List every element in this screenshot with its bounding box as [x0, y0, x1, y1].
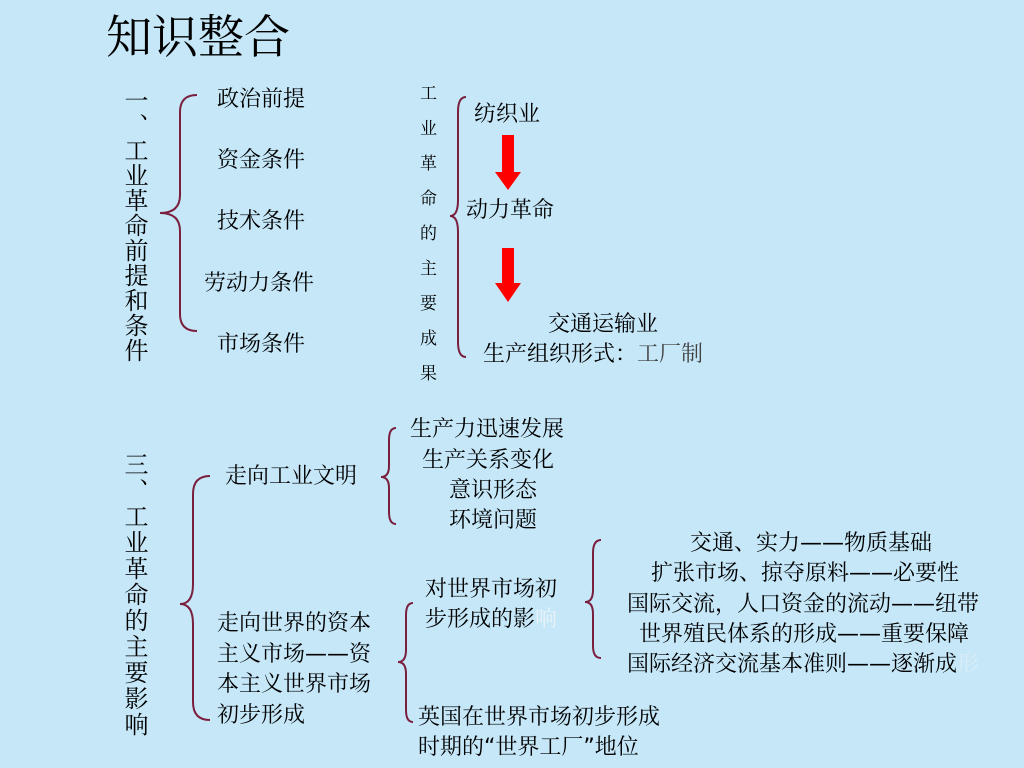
section3-label: 三、工业革命的主要影响	[120, 452, 148, 738]
civilization-item-environment: 环境问题	[449, 508, 538, 533]
bracket-world-market	[398, 603, 413, 722]
section2-item-power: 动力革命	[466, 198, 555, 223]
civilization-item-relations: 生产关系变化	[422, 448, 555, 473]
civilization-label: 走向工业文明	[225, 464, 358, 489]
impact-label-line-2-ghost: 响	[535, 607, 558, 632]
impact-item-transport: 交通、实力——物质基础	[690, 531, 933, 556]
section2-production-form	[483, 340, 703, 370]
impact-item-expansion: 扩张市场、掠夺原料——必要性	[651, 561, 960, 586]
page-title: 知识整合	[106, 10, 290, 64]
section2-item-textile: 纺织业	[474, 102, 541, 127]
britain-line-1: 英国在世界市场初步形成	[418, 705, 661, 730]
impact-item-exchange: 国际交流，人口资金的流动——纽带	[627, 592, 980, 617]
bracket-civilization	[381, 428, 396, 524]
bracket-section1	[160, 95, 197, 331]
impact-label-line-1: 对世界市场初	[425, 577, 558, 602]
world-market-line-4: 初步形成	[217, 702, 306, 728]
section1-item-political: 政治前提	[217, 87, 306, 112]
britain-status	[418, 703, 660, 763]
section1-item-technology: 技术条件	[217, 209, 306, 234]
section1-item-capital: 资金条件	[217, 148, 306, 173]
impact-item-norms-main: 国际经济交流基本准则——逐渐成	[627, 652, 958, 677]
civilization-item-ideology: 意识形态	[449, 478, 538, 503]
section1-item-labor: 劳动力条件	[204, 271, 315, 296]
production-form-prefix: 生产组织形式：	[483, 342, 638, 367]
world-market-label	[217, 609, 371, 731]
impact-item-colonial: 世界殖民体系的形成——重要保障	[639, 622, 970, 647]
civilization-item-productivity: 生产力迅速发展	[410, 417, 565, 442]
section2-item-transport: 交通运输业	[548, 312, 659, 337]
britain-line-2: 时期的“世界工厂”地位	[418, 735, 639, 760]
impact-label-line-2	[425, 605, 557, 635]
impact-item-norms	[627, 650, 1024, 680]
impact-item-norms-ghost: 形	[957, 652, 980, 677]
section1-item-market: 市场条件	[217, 332, 306, 357]
section1-label: 一、工业革命前提和条件	[120, 88, 148, 363]
world-market-line-2: 主义市场——资	[217, 641, 372, 667]
bracket-section3	[180, 476, 210, 720]
world-market-line-3: 本主义世界市场	[217, 672, 372, 697]
bracket-section2	[450, 97, 466, 357]
impact-label-line-2-main: 步形成的影	[425, 607, 536, 632]
arrow-down-2	[495, 248, 521, 302]
section2-label: 工业革命的主要成果	[416, 84, 436, 399]
bracket-impact	[585, 540, 601, 658]
arrow-down-1	[495, 135, 521, 190]
world-market-line-1: 走向世界的资本	[217, 611, 372, 636]
impact-label	[425, 575, 557, 635]
production-form-value: 工厂制	[637, 342, 704, 367]
